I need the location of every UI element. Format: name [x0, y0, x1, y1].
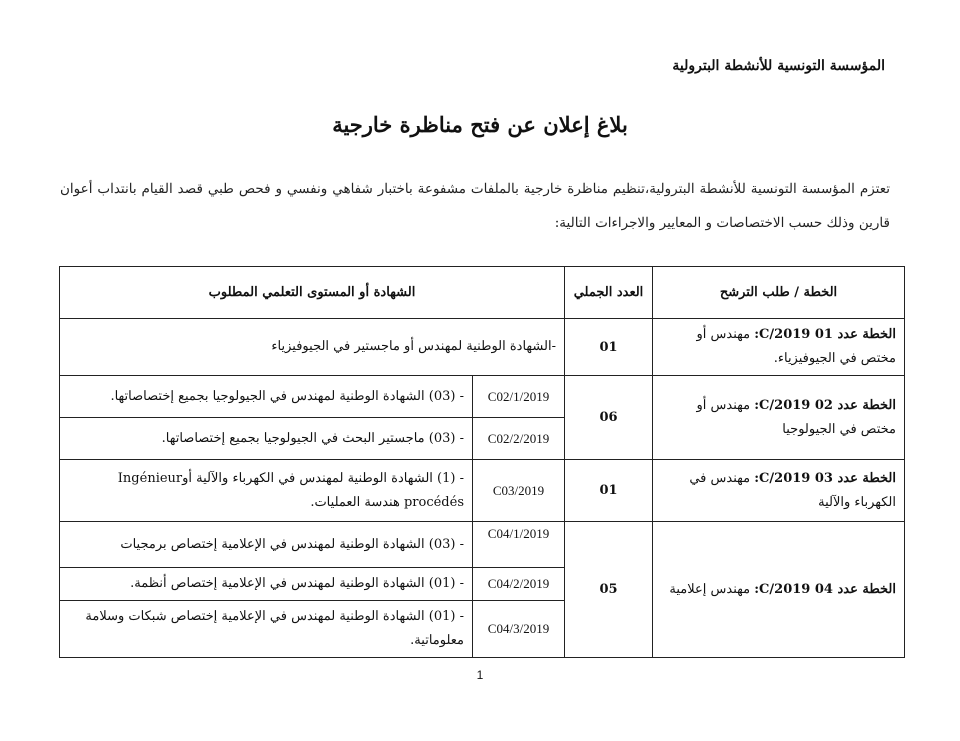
- plan-title: مهندس في الكهرباء والآلية: [689, 470, 896, 510]
- header-total: العدد الجملي: [565, 267, 653, 319]
- plan-cell: [653, 319, 905, 376]
- code-cell: C04/2/2019: [473, 568, 565, 601]
- code-cell: C02/1/2019: [473, 376, 565, 418]
- plan-code: الخطة عدد 04 2019/C:: [754, 581, 896, 597]
- header-certificate: الشهادة أو المستوى التعلمي المطلوب: [60, 267, 565, 319]
- plan-title: مهندس إعلامية: [669, 581, 755, 597]
- header-plan: الخطة / طلب الترشح: [653, 267, 905, 319]
- certificate-cell: - (03) ماجستير البحث في الجيولوجيا بجميع إختصاصاتها.: [60, 418, 473, 460]
- total-cell: 06: [565, 376, 653, 460]
- total-cell: 05: [565, 522, 653, 658]
- code-cell: C02/2/2019: [473, 418, 565, 460]
- certificate-cell: - (03) الشهادة الوطنية لمهندس في الجيولوجيا بجميع إختصاصاتها.: [60, 376, 473, 418]
- code-cell: C04/1/2019: [473, 522, 565, 568]
- certificate-cell: -الشهادة الوطنية لمهندس أو ماجستير في الجيوفيزياء: [60, 319, 565, 376]
- plan-title: مهندس أو مختص في الجيولوجيا: [696, 397, 896, 437]
- plan-cell: [653, 376, 905, 460]
- intro-paragraph: تعتزم المؤسسة التونسية للأنشطة البترولية،تنظيم مناظرة خارجية بالملفات مشفوعة باختبار شفاهي ونفسي و فحص طبي قصد القيام بانتداب أعوان قارين وذلك حسب الاختصاصات و المعايير والاجراءات التالية:: [60, 181, 890, 231]
- certificate-cell: - (01) الشهادة الوطنية لمهندس في الإعلامية إختصاص شبكات وسلامة معلوماتية.: [60, 601, 473, 658]
- plan-cell: [653, 522, 905, 658]
- plan-code: الخطة عدد 02 2019/C:: [754, 397, 896, 413]
- certificate-cell: - (01) الشهادة الوطنية لمهندس في الإعلامية إختصاص أنظمة.: [60, 568, 473, 601]
- certificate-cell: - (03) الشهادة الوطنية لمهندس في الإعلامية إختصاص برمجيات: [60, 522, 473, 568]
- certificate-cell: - (1) الشهادة الوطنية لمهندس في الكهرباء والآلية أوIngénieur procédés هندسة العمليات.: [60, 460, 473, 522]
- table-row: [60, 460, 905, 522]
- page-title: بلاغ إعلان عن فتح مناظرة خارجية: [332, 112, 628, 137]
- plan-code: الخطة عدد 01 2019/C:: [754, 327, 896, 342]
- table-row: [60, 319, 905, 376]
- plan-code: الخطة عدد 03 2019/C:: [754, 470, 896, 486]
- table-row: [60, 522, 905, 568]
- table-header-row: [60, 267, 905, 319]
- code-cell: C03/2019: [473, 460, 565, 522]
- total-cell: 01: [565, 460, 653, 522]
- code-cell: C04/3/2019: [473, 601, 565, 658]
- positions-table: [59, 266, 905, 658]
- organization-name: المؤسسة التونسية للأنشطة البترولية: [672, 58, 885, 74]
- page-number: 1: [476, 668, 484, 682]
- table-row: [60, 376, 905, 418]
- plan-cell: [653, 460, 905, 522]
- total-cell: 01: [565, 319, 653, 376]
- plan-title: مهندس أو مختص في الجيوفيزياء.: [696, 327, 896, 366]
